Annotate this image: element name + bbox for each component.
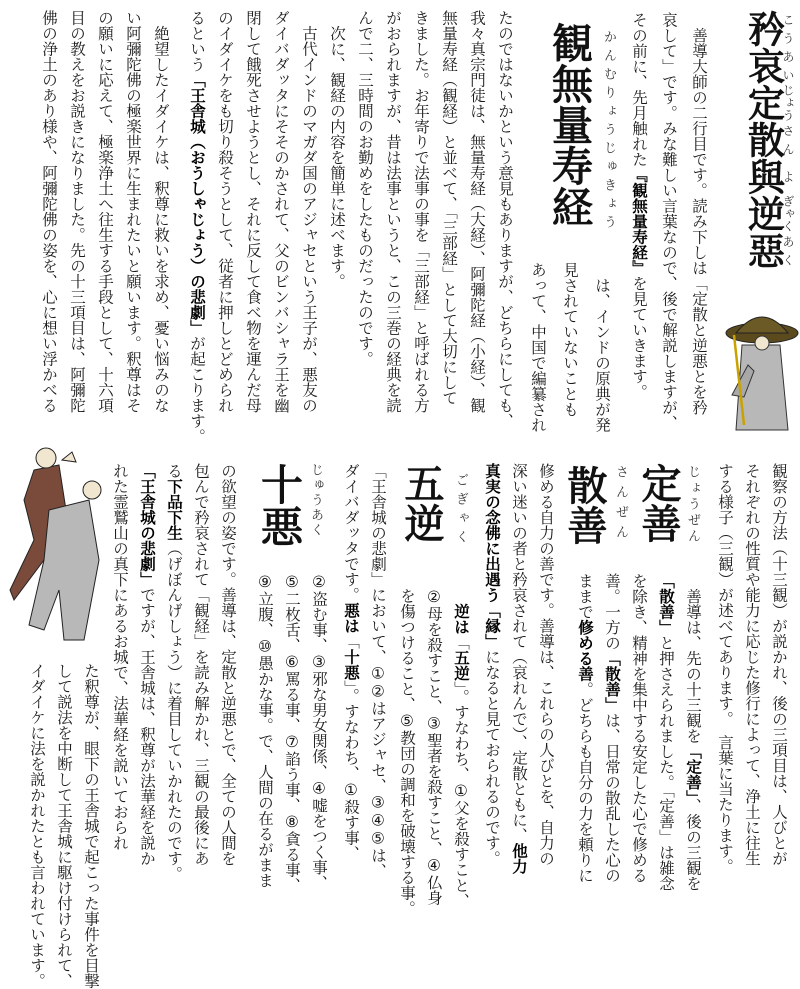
text-line: 我々真宗門徒は、無量寿経（大経）、阿彌陀経（小経）、観 xyxy=(468,10,486,413)
paragraph xyxy=(35,10,175,444)
text-line: 見されていないことも xyxy=(561,262,579,417)
text-line: ②盗む事、③邪な男女関係、④嘘をつく事、 xyxy=(310,573,328,891)
text-line: た釈尊が、眼下の王舎城で起こった事件を目撃 xyxy=(82,663,100,989)
text-line: する様子（三観）が述べてあります。 言葉に当たります。 xyxy=(716,463,734,874)
main-top-text xyxy=(27,10,519,444)
emphasis: 「王舎城の悲劇」 xyxy=(138,463,156,587)
text-line: ②母を殺すこと、③聖者を殺すこと、④仏身 xyxy=(425,588,443,906)
title-char: 散さん xyxy=(741,121,795,158)
text-line: の欲望の姿です。善導は、定散と逆悪とで、全ての人間を xyxy=(219,463,237,866)
emphasis: 悪は xyxy=(342,602,360,634)
kangyo-heading: 観無量寿経 xyxy=(545,22,593,227)
title-char: 哀あい xyxy=(741,47,795,84)
text-line: がおられますが、昔は法事というと、この三巻の経典を読 xyxy=(384,10,402,413)
text-line: 無量寿経（観経）と並べて、「三部経」として大切にして xyxy=(440,10,458,406)
text-line: イダイケに法を説かれたとも言われています。 xyxy=(28,663,46,989)
text-line: ままで修める善。どちらも自分の力を頼りに xyxy=(576,573,594,883)
emphasis: 修める善 xyxy=(576,619,594,682)
text-line: 閉して餓死させようとし、それに反して食べ物を運んだ母 xyxy=(244,10,262,413)
gogyaku-heading: 五逆 xyxy=(398,463,444,543)
article-title xyxy=(741,10,795,269)
text-line: 善。一方の「散善」は、日常の散乱した心の xyxy=(603,573,621,883)
sanzen-heading: 散善 xyxy=(561,465,607,545)
text-line: それぞれの性質や能力に応じた修行によって、浄土に往生 xyxy=(743,463,761,866)
text-line: るという「王舎城（おうしゃじょう）の悲劇」が起こります。 xyxy=(188,10,206,444)
text-line: の願いに応えて、極楽浄土へ往生する手段として、十六項 xyxy=(96,10,114,413)
text-line: んで二、三時間のお勤めをしたものだったのです。 xyxy=(356,10,374,367)
text-line: あって、中国で編纂され xyxy=(529,262,547,433)
text-line: ダイバダッタにそそのかされて、父のビンバシャラ王を幽 xyxy=(272,10,290,413)
text-line: その前に、先月触れた『観無量寿経』を見ていきます。 xyxy=(630,12,648,400)
gogyaku-text xyxy=(393,588,474,916)
title-char: 定じょう xyxy=(741,84,795,121)
text-line: 哀して」です。みな難しい言葉なので、後で解説しますが、 xyxy=(660,12,678,431)
bottom-intro-text xyxy=(711,463,792,874)
emphasis: 「定善」 xyxy=(684,743,702,798)
intro-text xyxy=(624,12,714,431)
text-line: して説法を中断して王舎城に駆け付けられて、 xyxy=(55,663,73,989)
jozen-reading: じょうぜん xyxy=(685,465,700,545)
text-line: い阿彌陀佛の極楽世界に生まれたいと願います。釈尊はそ xyxy=(124,10,142,413)
text-line: ⑤二枚舌、⑥罵る事、⑦諂う事、⑧貪る事、 xyxy=(283,573,301,893)
title-char: 矜こう xyxy=(741,10,795,47)
figures-illustration xyxy=(4,440,104,650)
text-line: れた霊鷲山の真下にあるお城で、法華経を説いておられ xyxy=(111,463,129,851)
text-line: 絶望したイダイケは、釈尊に救いを求め、憂い悩みのな xyxy=(152,10,170,413)
text-line: 真実の念佛に出遇う「縁」になると見ておられるのです。 xyxy=(483,463,501,866)
zen-text xyxy=(571,573,706,891)
kangyo-reading: かんむりょうじゅきょう xyxy=(601,30,616,234)
juaku-text xyxy=(251,573,332,893)
emphasis: 下品下生 xyxy=(165,478,183,541)
text-line: 「王舎城の悲劇」ですが、王舎城は、釈尊が法華経を説か xyxy=(138,463,156,866)
closing-short-text xyxy=(23,663,104,989)
emphasis: 五逆 xyxy=(452,650,470,681)
text-line: 目の教えをお説きになりました。先の十三項目は、阿彌陀 xyxy=(68,10,86,413)
text-line: 古代インドのマガダ国のアジャセという王子が、悪友の xyxy=(300,10,318,413)
emphasis: 真実の念佛に出遇う「縁」 xyxy=(483,463,501,649)
text-line: 善導大師の二行目です。読み下しは「定散と逆悪とを矜 xyxy=(690,12,708,415)
text-line: のイダイケをも切り殺そうとして、従者に押しとどめられ xyxy=(216,10,234,413)
text-line: 修める自力の善です。善導は、これらの人びとを、自力の xyxy=(537,463,555,866)
gogyaku-full-text xyxy=(337,463,391,879)
emphasis: 十悪 xyxy=(342,649,360,680)
paragraph xyxy=(183,10,351,444)
text-line: を傷つけること、⑤教団の調和を破壊する事。 xyxy=(398,588,416,916)
emphasis: 他力 xyxy=(510,842,528,874)
monk-illustration xyxy=(722,305,800,433)
text-line: ⑨立腹、⑩愚かな事。で、人間の在るがまま xyxy=(256,573,274,888)
sanzen-reading: さんぜん xyxy=(613,465,628,545)
closing-text xyxy=(106,463,241,882)
juaku-heading: 十悪 xyxy=(255,463,304,547)
text-line: 次に、観経の内容を簡単に述べます。 xyxy=(328,10,346,289)
text-line: る下品下生（げぼんげしょう）に着目していかれたのです。 xyxy=(165,463,183,882)
text-line: 観察の方法（十三観）が説かれ、後の三項目は、人びとが xyxy=(770,463,788,866)
text-line: ダイバダッタです。悪は「十悪」。すなわち、①殺す事、 xyxy=(342,463,360,861)
text-line: 深い迷いの者と矜哀されて（哀れんで）、定散ともに、他力 xyxy=(510,463,528,874)
title-char: 惡あく xyxy=(741,232,795,269)
emphasis: 「王舎城（おうしゃじょう）の悲劇」 xyxy=(188,72,206,336)
gogyaku-reading: ごぎゃく xyxy=(453,473,468,549)
emphasis: 『観無量寿経』 xyxy=(630,167,648,276)
text-line: 「王舎城の悲劇」において、①②はアジャセ、③④⑤は、 xyxy=(369,463,387,879)
juaku-reading: じゅうあく xyxy=(308,463,323,538)
text-line: 逆は「五逆」。すなわち、①父を殺すこと、 xyxy=(452,603,470,909)
text-line: 「散善」と押さえられました。「定善」は雑念 xyxy=(657,573,675,891)
zen-full-text xyxy=(478,463,559,874)
text-line: たのではないかという意見もありますが、どちらにしても、 xyxy=(496,10,514,429)
text-line: 善導は、先の十三観を「定善」、後の三観を xyxy=(684,573,702,891)
text-line: 佛の浄土のあり様や、阿彌陀佛の姿を、心に想い浮かべる xyxy=(40,10,58,413)
emphasis: 逆は xyxy=(452,603,470,635)
text-line: は、インドの原典が発 xyxy=(593,262,611,433)
kangyo-intro-text xyxy=(522,262,618,433)
text-line: を除き、精神を集中する安定した心で修める xyxy=(630,573,648,883)
title-char: 逆ぎゃく xyxy=(741,195,795,232)
paragraph xyxy=(351,10,519,444)
text-line: 包んで矜哀されて「観経」を読み解かれ、三観の最後にあ xyxy=(192,463,210,866)
emphasis: 「散善」 xyxy=(657,573,675,635)
jozen-heading: 定善 xyxy=(635,463,681,543)
title-char: 與よ xyxy=(741,158,795,195)
emphasis: 「散善」 xyxy=(603,650,621,713)
text-line: きました。お年寄りで法事の事を「三部経」と呼ばれる方 xyxy=(412,10,430,413)
